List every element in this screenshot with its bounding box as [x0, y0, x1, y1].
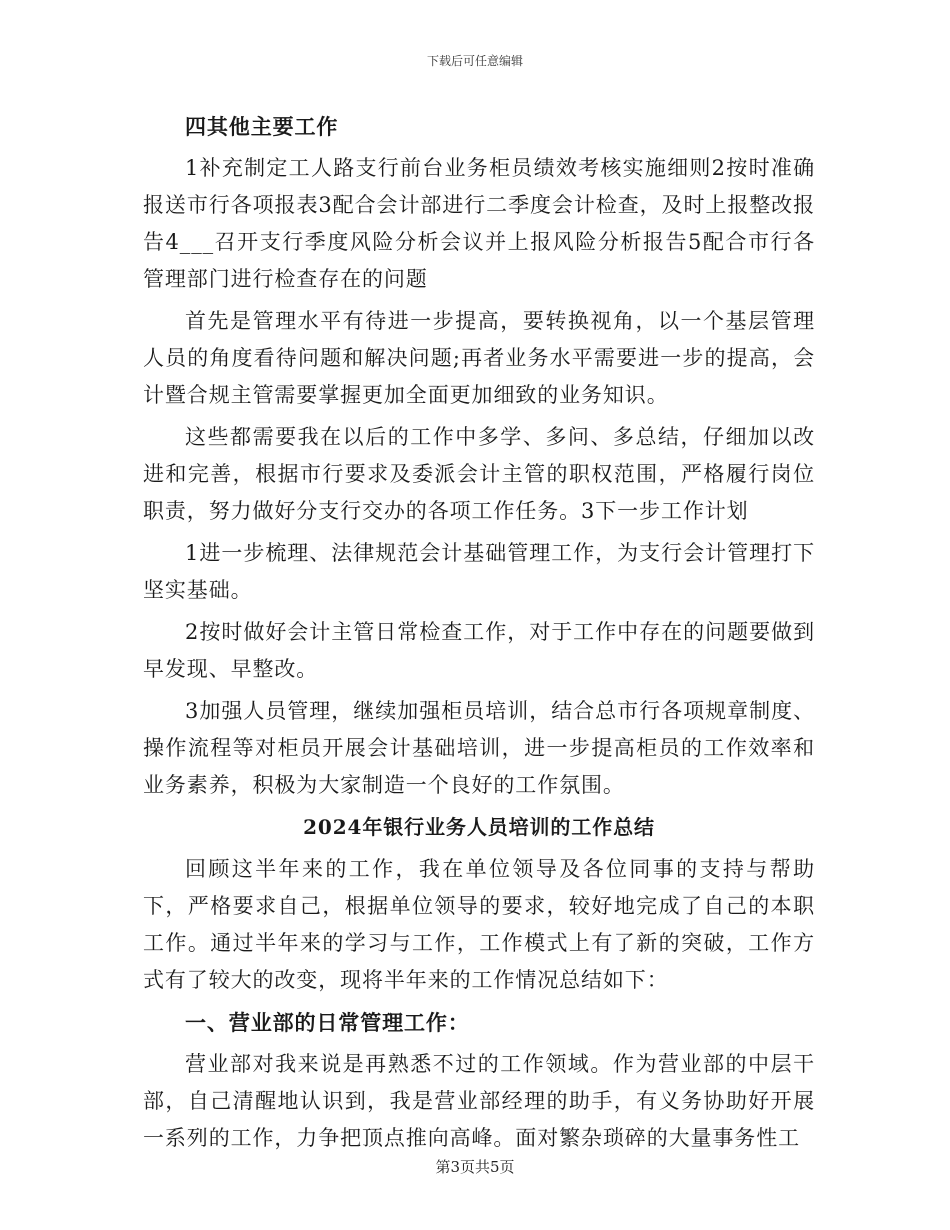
document-body — [143, 108, 815, 1162]
body-paragraph: 1进一步梳理、法律规范会计基础管理工作，为支行会计管理打下坚实基础。 — [143, 541, 815, 602]
body-paragraph: 回顾这半年来的工作，我在单位领导及各位同事的支持与帮助下，严格要求自己，根据单位领导的要求，较好地完成了自己的本职工作。通过半年来的学习与工作，工作模式上有了新的突破，工作方式有了较大的改变，现将半年来的工作情况总结如下： — [143, 857, 815, 992]
body-paragraph: 2按时做好会计主管日常检查工作，对于工作中存在的问题要做到早发现、早整改。 — [143, 620, 815, 681]
page-header: 下载后可任意编辑 — [426, 54, 523, 68]
section-heading: 一、营业部的日常管理工作： — [185, 1010, 470, 1035]
body-paragraph: 这些都需要我在以后的工作中多学、多问、多总结，仔细加以改进和完善，根据市行要求及委派会计主管的职权范围，严格履行岗位职责，努力做好分支行交办的各项工作任务。3下一步工作计划 — [143, 425, 815, 523]
document-title: 2024年银行业务人员培训的工作总结 — [303, 815, 655, 839]
body-paragraph: 3加强人员管理，继续加强柜员培训，结合总市行各项规章制度、操作流程等对柜员开展会计基础培训，进一步提高柜员的工作效率和业务素养，积极为大家制造一个良好的工作氛围。 — [143, 699, 815, 797]
body-paragraph: 营业部对我来说是再熟悉不过的工作领域。作为营业部的中层干部，自己清醒地认识到，我是营业部经理的助手，有义务协助好开展一系列的工作，力争把顶点推向高峰。面对繁杂琐碎的大量事务性工 — [143, 1052, 815, 1150]
section-heading: 四其他主要工作 — [185, 114, 339, 139]
body-paragraph: 1补充制定工人路支行前台业务柜员绩效考核实施细则2按时准确报送市行各项报表3配合会计部进行二季度会计检查，及时上报整改报告4___召开支行季度风险分析会议并上报风险分析报告5配合市行各管理部门进行检查存在的问题 — [143, 156, 815, 291]
body-paragraph: 首先是管理水平有待进一步提高，要转换视角，以一个基层管理人员的角度看待问题和解决问题;再者业务水平需要进一步的提高，会计暨合规主管需要掌握更加全面更加细致的业务知识。 — [143, 309, 815, 407]
page-number: 第3页共5页 — [435, 1158, 515, 1176]
